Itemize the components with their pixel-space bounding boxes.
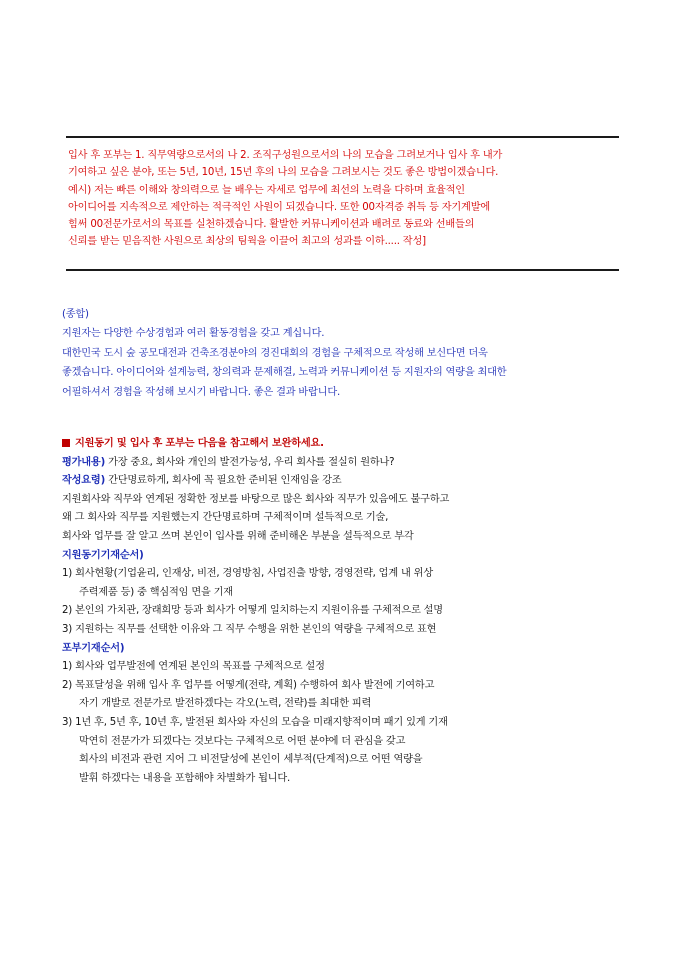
summary-line: 어필하셔서 경험을 작성해 보시기 바랍니다. 좋은 결과 바랍니다. — [62, 386, 341, 398]
eval-line — [62, 454, 622, 473]
motivation-title: 지원동기기재순서) — [62, 549, 144, 561]
square-bullet-icon — [62, 439, 70, 447]
tips-text: 간단명료하게, 회사에 꼭 필요한 준비된 인재임을 강조 — [105, 475, 342, 487]
aspiration-item-cont: 막연히 전문가가 되겠다는 것보다는 구체적으로 어떤 분야에 더 관심을 갖고 — [79, 735, 406, 747]
summary-section — [62, 305, 622, 402]
top-rule — [66, 136, 619, 138]
tips-detail: 회사와 업무를 잘 알고 쓰며 본인이 입사를 위해 준비해온 부분을 설득적으로 부각 — [62, 530, 414, 542]
aspiration-item: 3) 1년 후, 5년 후, 10년 후, 발전된 회사와 자신의 모습을 미래지향적이며 패기 있게 기재 — [62, 716, 448, 728]
summary-title: (종합) — [62, 309, 89, 320]
eval-label: 평가내용) — [62, 456, 106, 468]
example-line: 신뢰를 받는 믿음직한 사원으로 최상의 팀웍을 이끌어 최고의 성과를 이하..... 작성] — [68, 236, 426, 248]
summary-line: 지원자는 다양한 수상경험과 여러 활동경험을 갖고 계십니다. — [62, 328, 325, 340]
tips-line — [62, 472, 622, 491]
example-line: 기여하고 싶은 분야, 또는 5년, 10년, 15년 후의 나의 모습을 그려보시는 것도 좋은 방법이겠습니다. — [68, 167, 499, 179]
motivation-item: 2) 본인의 가치관, 장래희망 등과 회사가 어떻게 일치하는지 지원이유를 구체적으로 설명 — [62, 605, 443, 617]
aspiration-item-cont: 발휘 하겠다는 내용을 포함해야 차별화가 됩니다. — [79, 772, 291, 784]
guide-heading: 지원동기 및 입사 후 포부는 다음을 참고해서 보완하세요. — [62, 435, 622, 454]
tips-label: 작성요령) — [62, 475, 106, 487]
example-line: 힘써 00전문가로서의 목표를 실천하겠습니다. 활발한 커뮤니케이션과 배려로 동료와 선배들의 — [68, 219, 475, 231]
bottom-rule — [66, 269, 619, 271]
motivation-item: 1) 회사현황(기업윤리, 인재상, 비전, 경영방침, 사업진출 방향, 경영전략, 업계 내 위상 — [62, 568, 433, 580]
summary-line: 대한민국 도시 숲 공모대전과 건축조경분야의 경진대회의 경험을 구체적으로 작성해 보신다면 더욱 — [62, 347, 488, 359]
summary-line: 좋겠습니다. 아이디어와 설계능력, 창의력과 문제해결, 노력과 커뮤니케이션 등 지원자의 역량을 최대한 — [62, 367, 507, 379]
tips-detail: 왜 그 회사와 직무를 지원했는지 간단명료하며 구체적이며 설득적으로 기술, — [62, 512, 389, 524]
tips-detail: 지원회사와 직무와 연계된 정확한 정보를 바탕으로 많은 회사와 직무가 있음에도 불구하고 — [62, 493, 450, 505]
aspiration-item-cont: 자기 개발로 전문가로 발전하겠다는 각오(노력, 전략)를 최대한 피력 — [79, 698, 372, 710]
example-line: 아이디어를 지속적으로 제안하는 적극적인 사원이 되겠습니다. 또한 00자격증 취득 등 자기계발에 — [68, 201, 490, 213]
motivation-item: 3) 지원하는 직무를 선택한 이유와 그 직무 수행을 위한 본인의 역량을 구체적으로 표현 — [62, 623, 437, 635]
motivation-item-cont: 주력제품 등) 중 핵심적임 면을 기재 — [79, 586, 233, 598]
aspiration-item: 1) 회사와 업무발전에 연계된 본인의 목표를 구체적으로 설정 — [62, 661, 325, 673]
example-line: 예시) 저는 빠른 이해와 창의력으로 늘 배우는 자세로 업무에 최선의 노력을 다하며 효율적인 — [68, 184, 465, 196]
aspiration-item: 2) 목표달성을 위해 입사 후 업무를 어떻게(전략, 계획) 수행하여 회사 발전에 기여하고 — [62, 679, 435, 691]
aspiration-title: 포부기재순서) — [62, 642, 125, 654]
guide-section — [62, 435, 622, 788]
example-box — [68, 147, 616, 251]
eval-text: 가장 중요, 회사와 개인의 발전가능성, 우리 회사를 절실히 원하나? — [105, 456, 395, 468]
aspiration-item-cont: 회사의 비전과 관련 지어 그 비전달성에 본인이 세부적(단계적)으로 어떤 역량을 — [79, 754, 423, 766]
example-line: 입사 후 포부는 1. 직무역량으로서의 나 2. 조직구성원으로서의 나의 모습을 그려보거나 입사 후 내가 — [68, 150, 503, 161]
